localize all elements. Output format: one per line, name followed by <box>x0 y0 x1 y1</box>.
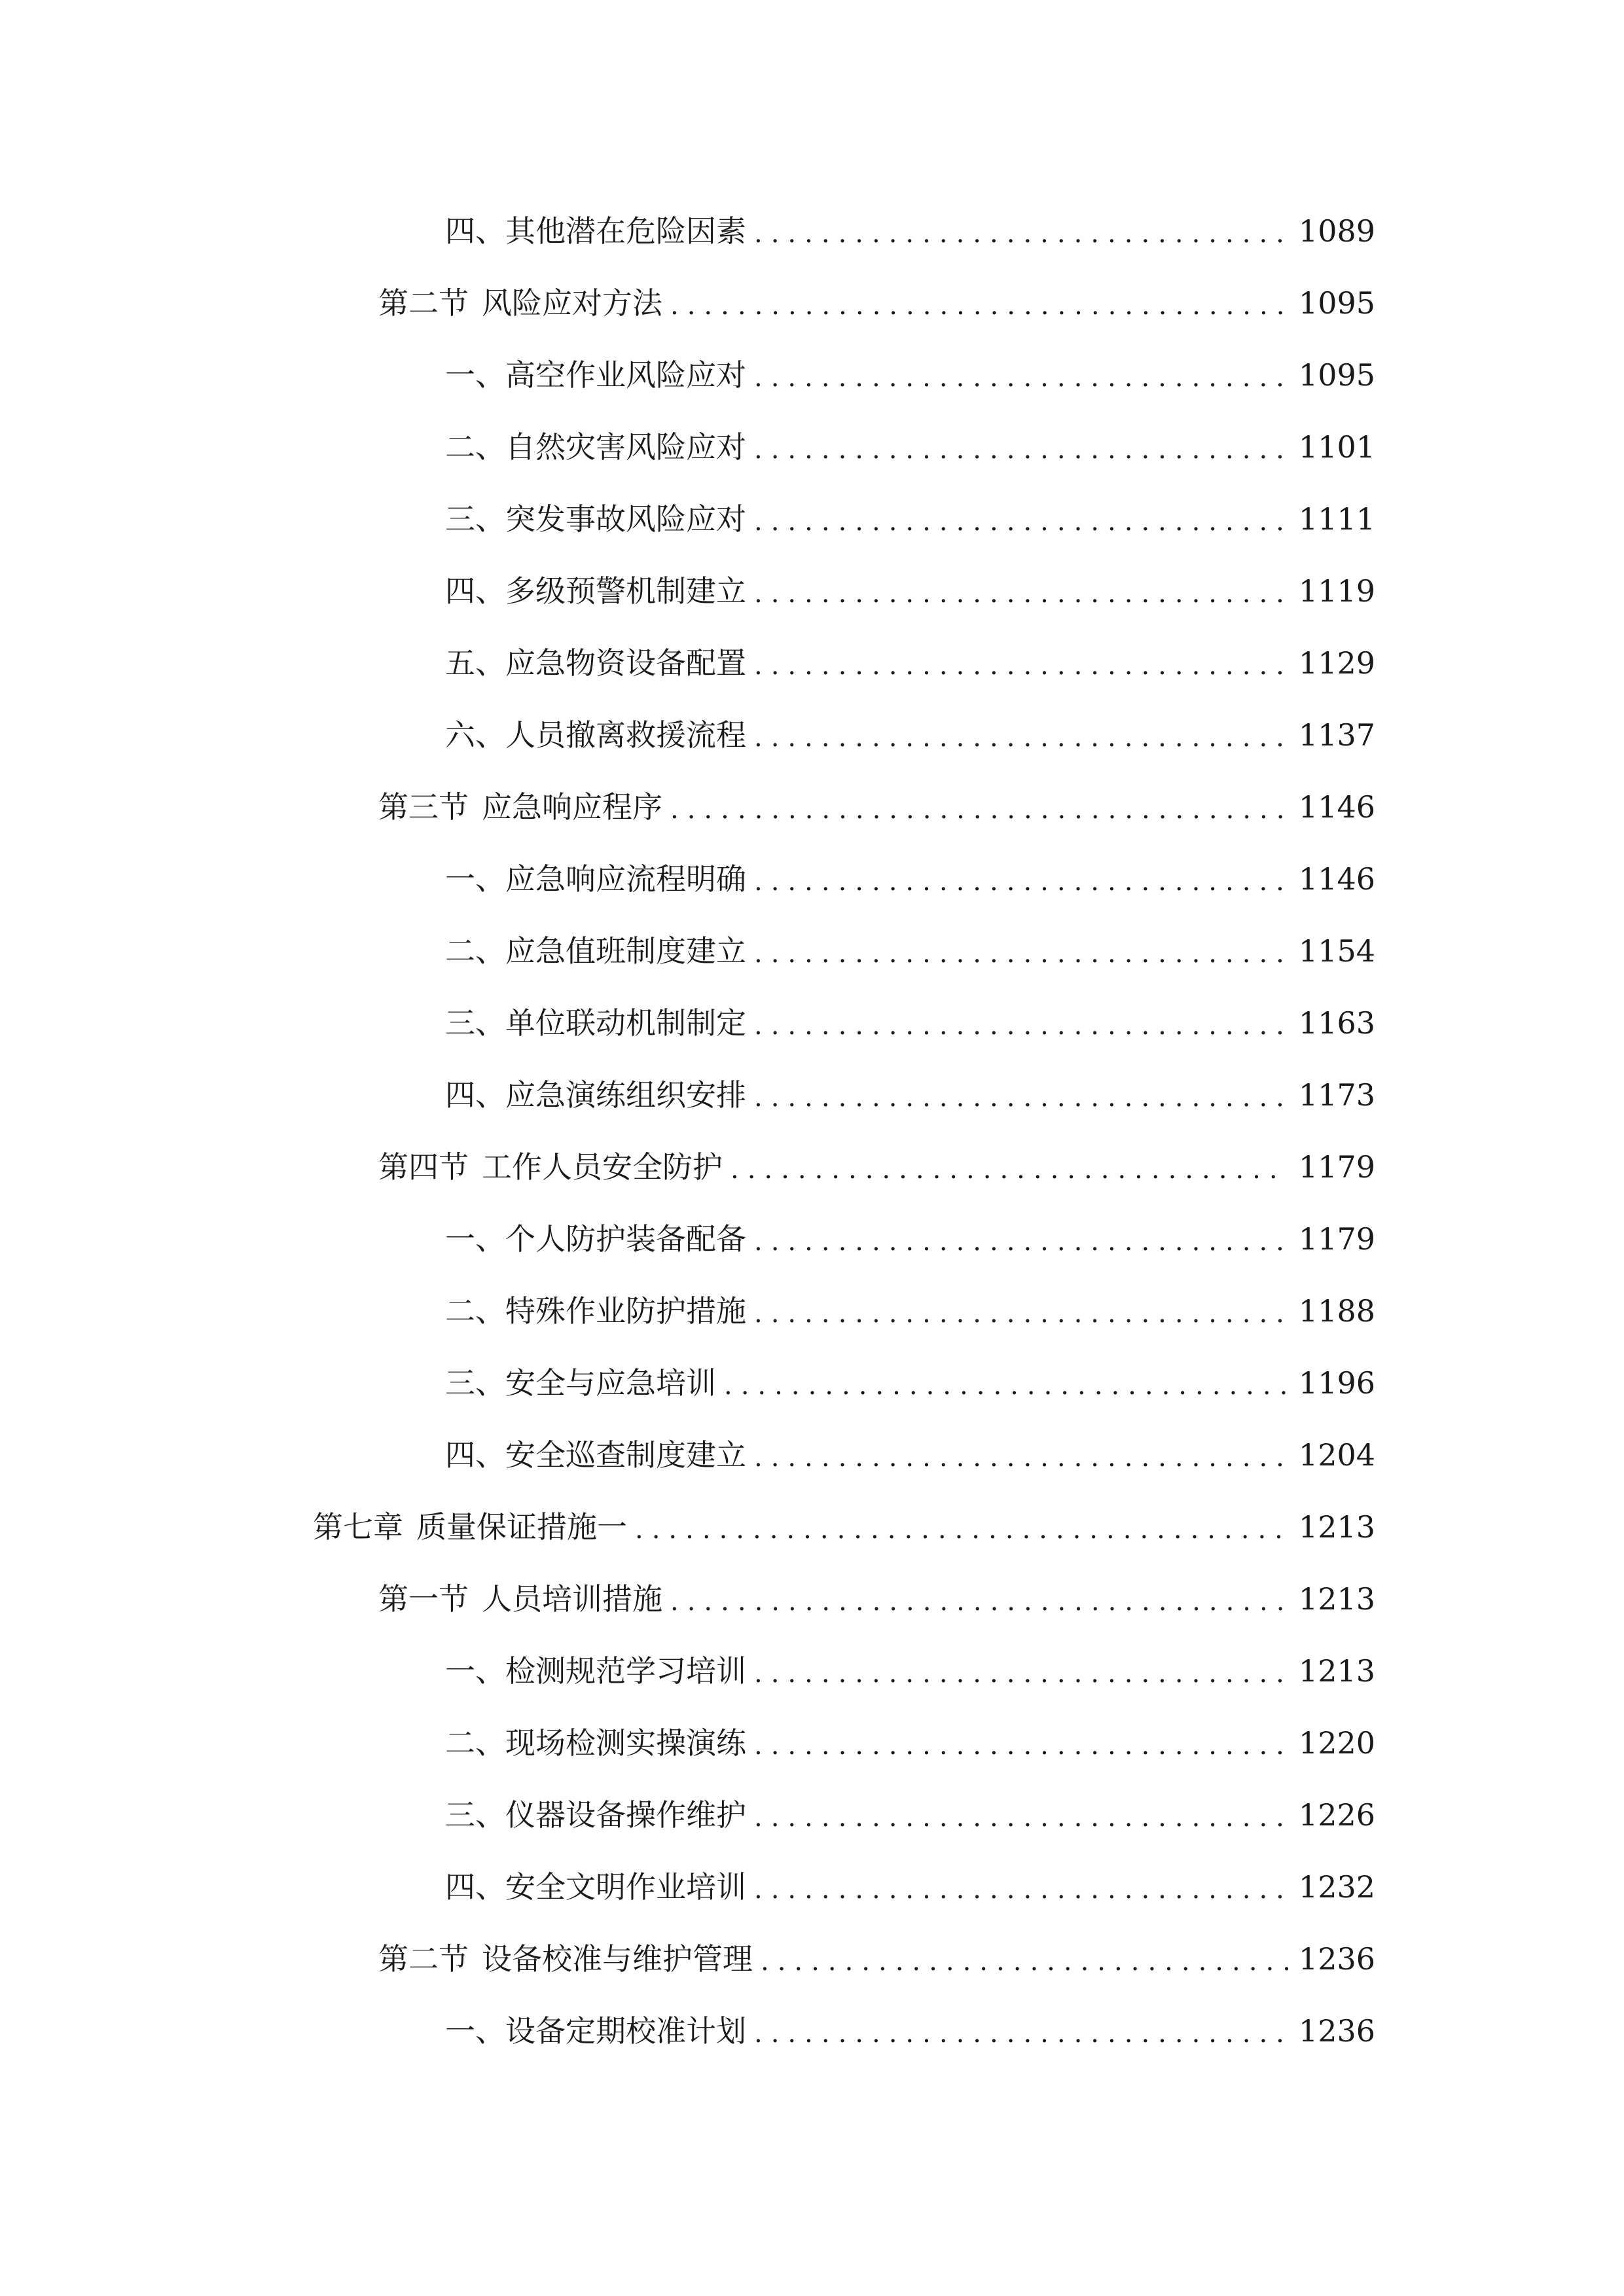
dot-leader <box>670 789 1288 830</box>
dot-leader <box>754 645 1288 686</box>
toc-entry[interactable] <box>0 1504 1624 1576</box>
toc-entry-number: 一、 <box>445 861 505 897</box>
dot-leader <box>754 1653 1288 1694</box>
toc-entry-title: 设备校准与维护管理 <box>482 1941 753 1977</box>
toc-entry-page: 1213 <box>1298 1509 1375 1545</box>
dot-leader <box>754 933 1288 974</box>
toc-entry[interactable] <box>0 1144 1624 1216</box>
dot-leader <box>754 501 1288 542</box>
toc-entry-title: 特殊作业防护措施 <box>505 1293 746 1329</box>
toc-entry-title: 应急物资设备配置 <box>505 645 746 681</box>
dot-leader <box>754 1869 1288 1910</box>
toc-entry[interactable] <box>0 1072 1624 1144</box>
toc-entry-title: 高空作业风险应对 <box>505 357 746 393</box>
toc-entry-title: 人员撤离救援流程 <box>505 717 746 753</box>
toc-entry-page: 1226 <box>1298 1797 1375 1833</box>
toc-entry-page: 1163 <box>1298 1005 1375 1041</box>
dot-leader <box>754 1437 1288 1478</box>
toc-entry-page: 1101 <box>1298 429 1375 465</box>
toc-entry[interactable] <box>0 1936 1624 2008</box>
toc-entry-page: 1196 <box>1298 1365 1375 1401</box>
toc-entry-number: 第一节 <box>378 1581 469 1617</box>
toc-entry-number: 一、 <box>445 2013 505 2049</box>
toc-entry-number: 四、 <box>445 573 505 609</box>
toc-entry[interactable] <box>0 1576 1624 1648</box>
toc-entry-number: 五、 <box>445 645 505 681</box>
toc-entry[interactable] <box>0 2008 1624 2080</box>
toc-entry[interactable] <box>0 1216 1624 1288</box>
toc-entry-title: 应急响应程序 <box>482 789 662 825</box>
toc-entry[interactable] <box>0 1648 1624 1720</box>
dot-leader <box>635 1509 1288 1550</box>
toc-entry-title: 安全文明作业培训 <box>505 1869 746 1905</box>
toc-entry-page: 1173 <box>1298 1077 1375 1113</box>
toc-entry-number: 一、 <box>445 1653 505 1689</box>
toc-entry-title: 个人防护装备配备 <box>505 1221 746 1257</box>
toc-entry-number: 四、 <box>445 213 505 249</box>
toc-entry[interactable] <box>0 712 1624 784</box>
toc-entry-title: 仪器设备操作维护 <box>505 1797 746 1833</box>
toc-entry-number: 三、 <box>445 1005 505 1041</box>
toc-entry-number: 一、 <box>445 1221 505 1257</box>
toc-entry[interactable] <box>0 208 1624 280</box>
dot-leader <box>754 1797 1288 1838</box>
dot-leader <box>754 861 1288 902</box>
toc-entry-page: 1119 <box>1298 573 1375 609</box>
toc-entry-page: 1179 <box>1298 1149 1375 1185</box>
toc-entry-page: 1232 <box>1298 1869 1375 1905</box>
toc-entry-number: 四、 <box>445 1869 505 1905</box>
dot-leader <box>754 1077 1288 1118</box>
toc-entry-page: 1204 <box>1298 1437 1375 1473</box>
toc-entry-number: 第二节 <box>378 1941 469 1977</box>
toc-entry-number: 第二节 <box>378 285 469 321</box>
toc-entry[interactable] <box>0 496 1624 568</box>
table-of-contents <box>0 208 1624 2080</box>
toc-entry[interactable] <box>0 1288 1624 1360</box>
toc-entry-title: 其他潜在危险因素 <box>505 213 746 249</box>
toc-entry-title: 设备定期校准计划 <box>505 2013 746 2049</box>
toc-entry[interactable] <box>0 1792 1624 1864</box>
toc-entry-number: 三、 <box>445 1365 505 1401</box>
toc-entry-number: 第四节 <box>378 1149 469 1185</box>
toc-entry-page: 1154 <box>1298 933 1375 969</box>
toc-entry-number: 二、 <box>445 1293 505 1329</box>
dot-leader <box>731 1149 1288 1190</box>
toc-entry-number: 第三节 <box>378 789 469 825</box>
toc-entry-title: 安全与应急培训 <box>505 1365 716 1401</box>
dot-leader <box>754 429 1288 470</box>
dot-leader <box>670 1581 1288 1622</box>
toc-entry-title: 自然灾害风险应对 <box>505 429 746 465</box>
dot-leader <box>670 285 1288 326</box>
toc-entry-page: 1146 <box>1298 861 1375 897</box>
toc-entry[interactable] <box>0 352 1624 424</box>
dot-leader <box>754 1221 1288 1262</box>
dot-leader <box>761 1941 1288 1982</box>
toc-entry-page: 1236 <box>1298 1941 1375 1977</box>
toc-entry[interactable] <box>0 1360 1624 1432</box>
toc-entry[interactable] <box>0 1864 1624 1936</box>
toc-entry-title: 应急响应流程明确 <box>505 861 746 897</box>
toc-entry-page: 1129 <box>1298 645 1375 681</box>
toc-entry-title: 现场检测实操演练 <box>505 1725 746 1761</box>
toc-entry[interactable] <box>0 784 1624 856</box>
dot-leader <box>754 573 1288 614</box>
toc-entry[interactable] <box>0 568 1624 640</box>
toc-entry[interactable] <box>0 928 1624 1000</box>
toc-entry-number: 二、 <box>445 933 505 969</box>
toc-entry[interactable] <box>0 1432 1624 1504</box>
dot-leader <box>754 1725 1288 1766</box>
toc-entry-page: 1095 <box>1298 357 1375 393</box>
dot-leader <box>724 1365 1288 1406</box>
toc-entry-page: 1111 <box>1298 501 1375 537</box>
toc-entry[interactable] <box>0 280 1624 352</box>
dot-leader <box>754 2013 1288 2054</box>
toc-entry-title: 安全巡查制度建立 <box>505 1437 746 1473</box>
dot-leader <box>754 1293 1288 1334</box>
toc-entry-number: 四、 <box>445 1077 505 1113</box>
toc-entry-number: 二、 <box>445 429 505 465</box>
toc-entry-number: 三、 <box>445 501 505 537</box>
toc-entry[interactable] <box>0 1000 1624 1072</box>
toc-entry[interactable] <box>0 856 1624 928</box>
toc-entry-page: 1188 <box>1298 1293 1375 1329</box>
toc-entry-number: 三、 <box>445 1797 505 1833</box>
dot-leader <box>754 1005 1288 1046</box>
toc-entry-number: 二、 <box>445 1725 505 1761</box>
toc-entry-title: 风险应对方法 <box>482 285 662 321</box>
toc-entry-page: 1213 <box>1298 1581 1375 1617</box>
dot-leader <box>754 717 1288 758</box>
toc-entry[interactable] <box>0 1720 1624 1792</box>
toc-entry-number: 六、 <box>445 717 505 753</box>
toc-entry-title: 检测规范学习培训 <box>505 1653 746 1689</box>
toc-entry-title: 单位联动机制制定 <box>505 1005 746 1041</box>
toc-entry-title: 人员培训措施 <box>482 1581 662 1617</box>
toc-entry-page: 1137 <box>1298 717 1375 753</box>
toc-entry-page: 1179 <box>1298 1221 1375 1257</box>
toc-entry[interactable] <box>0 640 1624 712</box>
toc-entry-page: 1236 <box>1298 2013 1375 2049</box>
toc-entry-page: 1213 <box>1298 1653 1375 1689</box>
toc-entry-page: 1220 <box>1298 1725 1375 1761</box>
toc-entry-page: 1095 <box>1298 285 1375 321</box>
dot-leader <box>754 213 1288 254</box>
toc-entry-number: 四、 <box>445 1437 505 1473</box>
toc-entry-number: 一、 <box>445 357 505 393</box>
toc-entry-title: 应急值班制度建立 <box>505 933 746 969</box>
toc-entry-number: 第七章 <box>313 1509 403 1545</box>
toc-entry-title: 多级预警机制建立 <box>505 573 746 609</box>
dot-leader <box>754 357 1288 398</box>
toc-entry-title: 突发事故风险应对 <box>505 501 746 537</box>
toc-entry-title: 应急演练组织安排 <box>505 1077 746 1113</box>
toc-entry-title: 质量保证措施一 <box>416 1509 627 1545</box>
toc-entry-page: 1146 <box>1298 789 1375 825</box>
toc-entry-title: 工作人员安全防护 <box>482 1149 723 1185</box>
toc-entry[interactable] <box>0 424 1624 496</box>
toc-entry-page: 1089 <box>1298 213 1375 249</box>
